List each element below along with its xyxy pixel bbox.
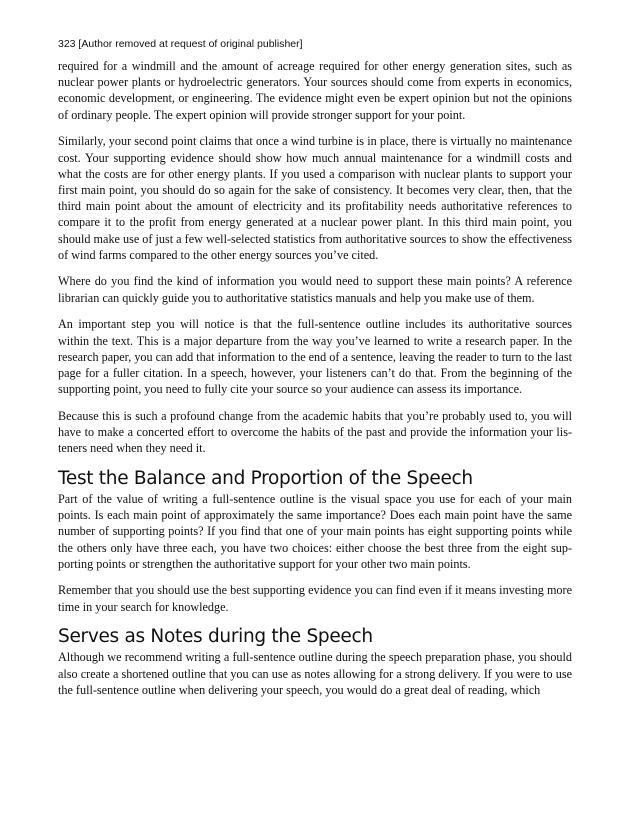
- paragraph-intro-2: Similarly, your second point claims that once a wind turbine is in place, there is virtually no maintenance cost. Your supporting evidence should show how much annual maintenance for a windmill costs and what the costs are for other energy plants. If you used a comparison with nuclear plants to support your first main point, you should do so again for the sake of consistency. It becomes very clear, then, that the third main point about the amount of electricity and its profitability needs authoritative references to compare it to the profit from energy generated at a nuclear power plant. In this third main point, you should make use of just a few well-selected statistics from authoritative sources to show the effectiveness of wind farms compared to the other energy sources you’ve cited.: [58, 134, 572, 262]
- paragraph-intro-5: Because this is such a profound change from the academic habits that you’re probably used to, you will have to make a concerted effort to overcome the habits of the past and provide the information your listeners need when they need it.: [58, 408, 572, 456]
- paragraph-intro-1: required for a windmill and the amount of acreage required for other energy generation sites, such as nuclear power plants or hydroelectric generators. Your sources should come from experts in economics, economic development, or engineering. The evidence might even be expert opinion but not the opinions of ordinary people. The expert opinion will provide stronger support for your point.: [58, 59, 572, 122]
- paragraph-notes-1: Although we recommend writing a full-sentence outline during the speech preparation phase, you should also create a shortened outline that you can use as notes allowing for a strong delivery. If you were to use the full-sentence outline when delivering your speech, you would do a great deal of reading, which: [58, 650, 572, 697]
- paragraph-balance-1: Part of the value of writing a full-sentence outline is the visual space you use for each of your main points. Is each main point of approximately the same importance? Does each main point have the same number of supporting points? If you find that one of your main points has eight supporting points while the others only have three each, you have two choices: either choose the best three from the eight supporting points or strengthen the authoritative support for your other two main points.: [58, 491, 572, 571]
- page-content: [58, 58, 572, 709]
- section-heading-notes: Serves as Notes during the Speech: [58, 626, 373, 648]
- section-heading-balance: Test the Balance and Proportion of the Speech: [58, 467, 473, 489]
- running-head: 323 [Author removed at request of original publisher]: [58, 38, 303, 50]
- paragraph-intro-3: Where do you find the kind of information you would need to support these main points? A reference librarian can quickly guide you to authoritative statistics manuals and help you make use of them.: [58, 274, 572, 305]
- paragraph-intro-4: An important step you will notice is that the full-sentence outline includes its authoritative sources within the text. This is a major departure from the way you’ve learned to write a research paper. In the research paper, you can add that information to the end of a sentence, leaving the reader to turn to the last page for a fuller citation. In a speech, however, your listeners can’t do that. From the beginning of the supporting point, you need to fully cite your source so your audience can assess its importance.: [58, 317, 572, 397]
- paragraph-balance-2: Remember that you should use the best supporting evidence you can find even if it means investing more time in your search for knowledge.: [58, 583, 572, 614]
